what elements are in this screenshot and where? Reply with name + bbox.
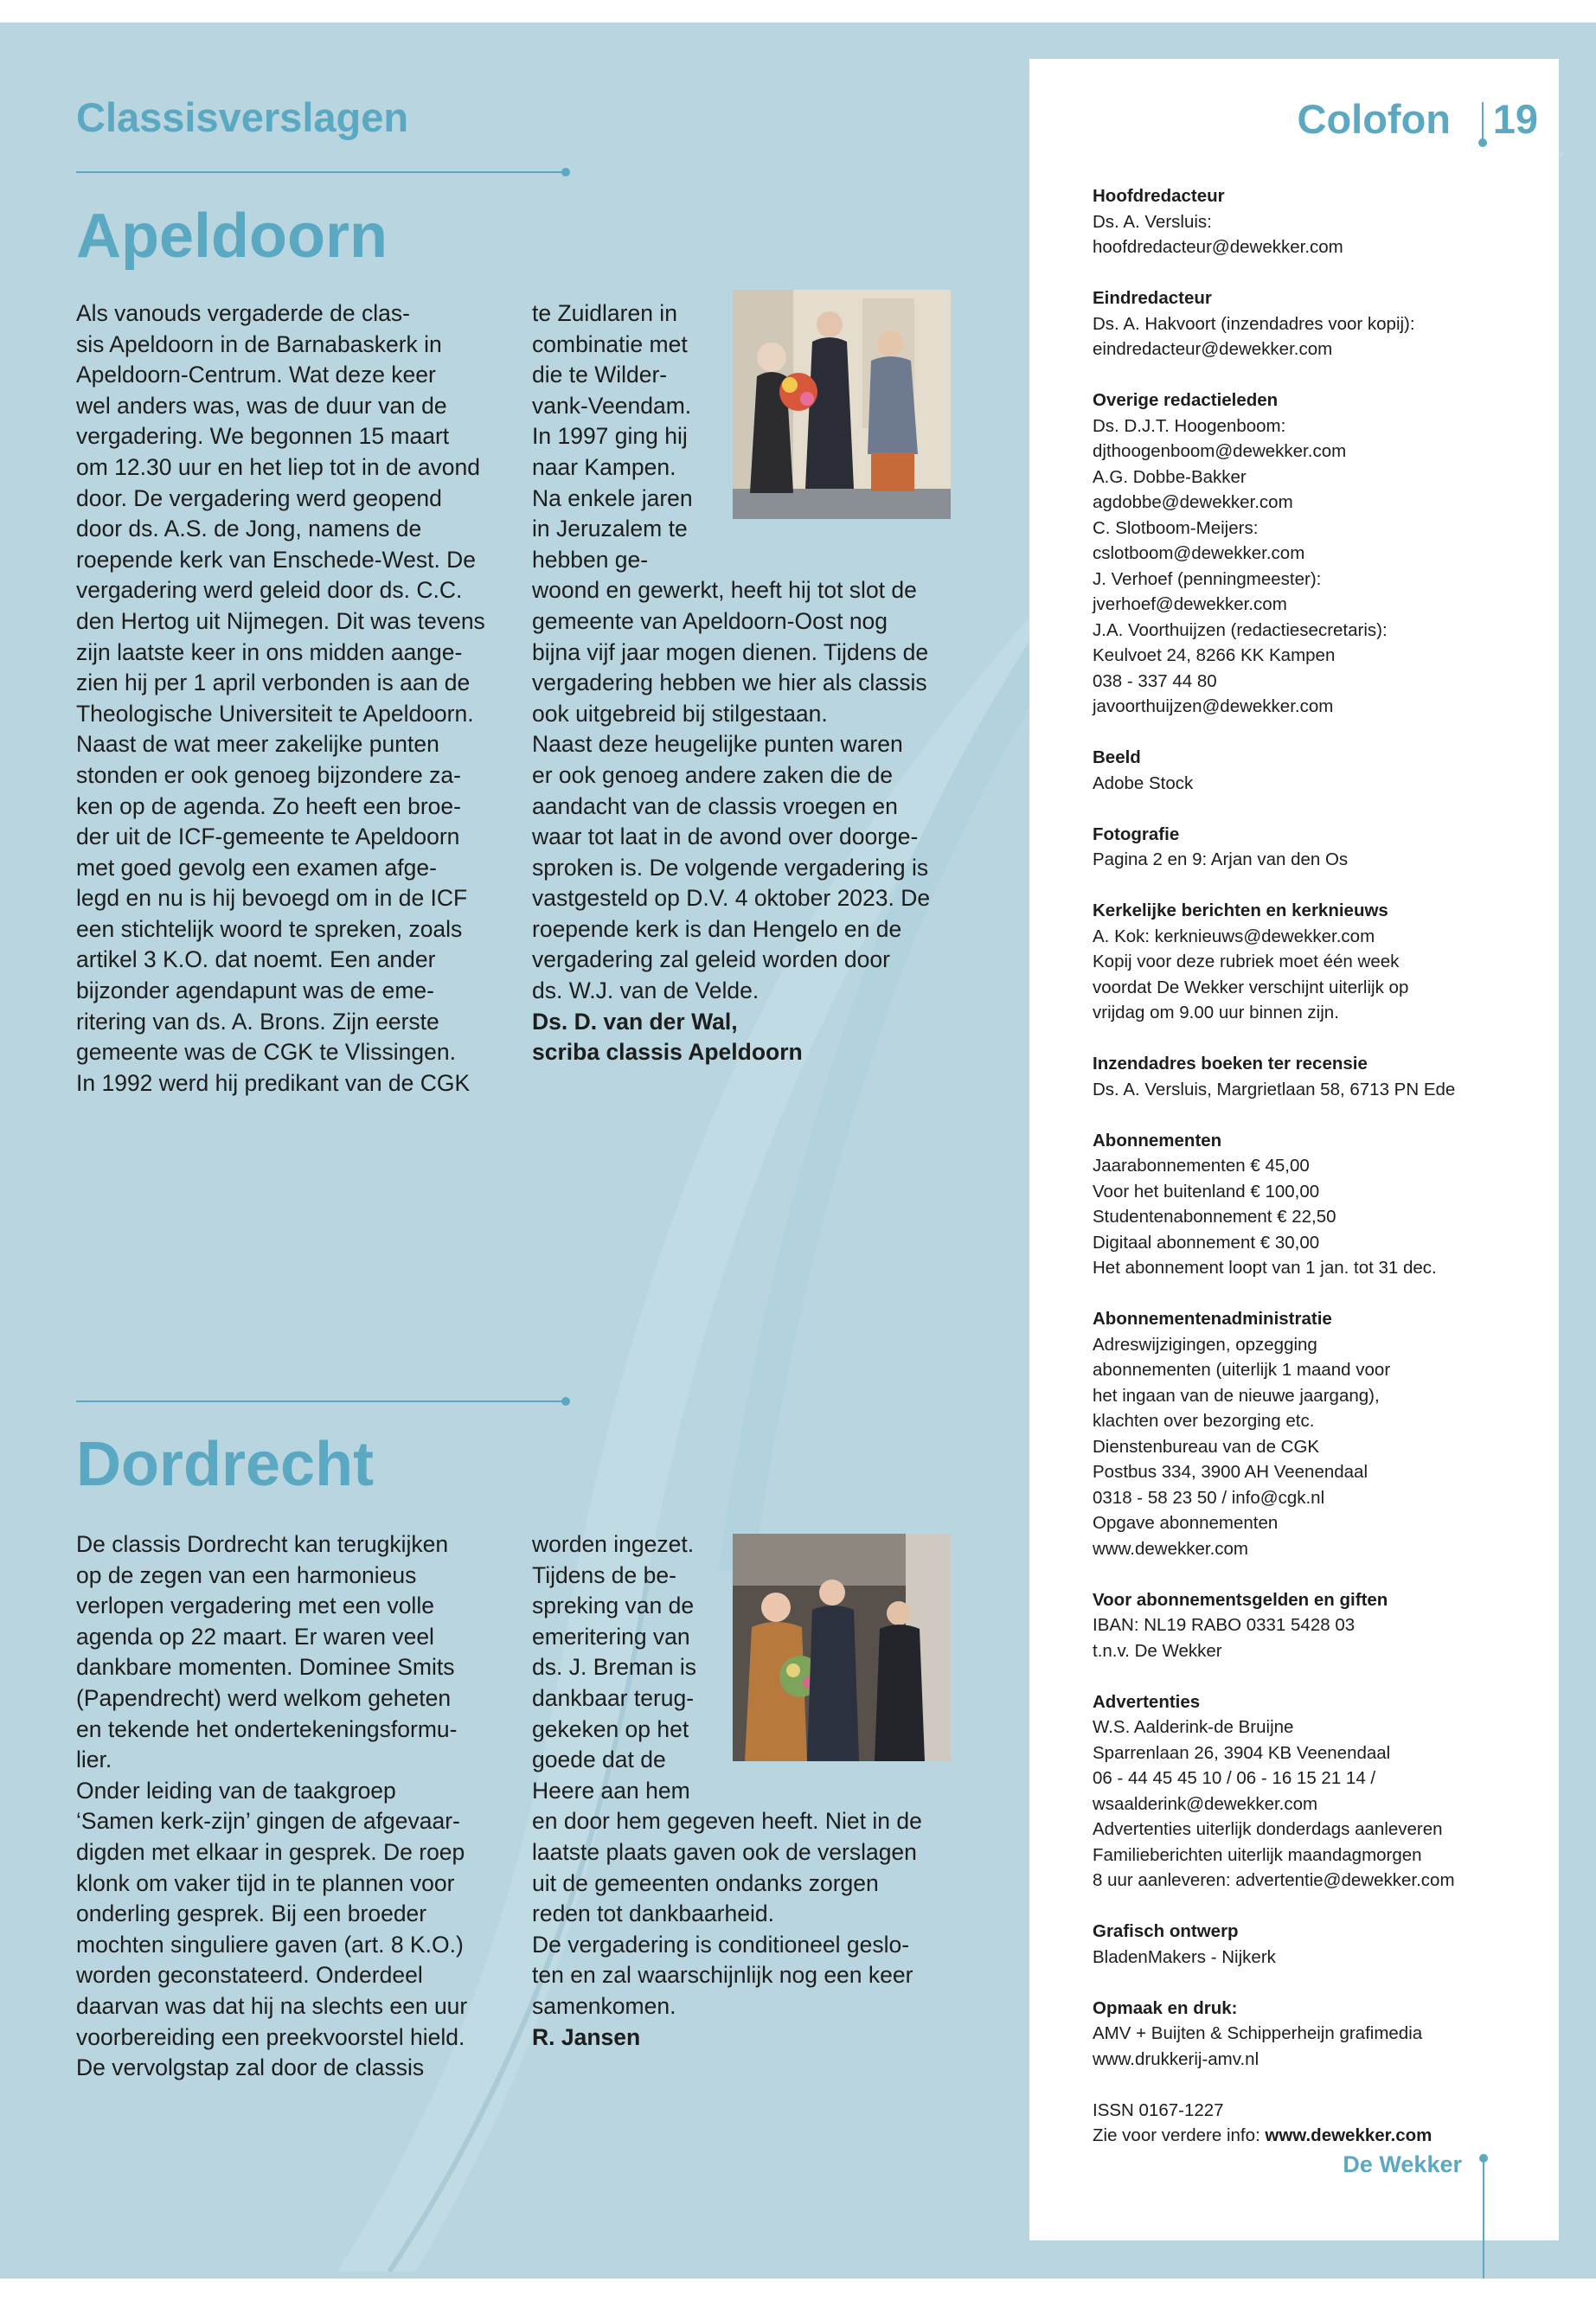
colofon-line: Ds. A. Versluis: [1093, 211, 1212, 232]
colofon-line: W.S. Aalderink-de Bruijne [1093, 1717, 1294, 1737]
colofon-line: Voor het buitenland € 100,00 [1093, 1181, 1320, 1202]
colofon-label: Grafisch ontwerp [1093, 1921, 1239, 1941]
text-line: Apeldoorn-Centrum. Wat deze keer [76, 362, 436, 388]
text-line: klonk om vaker tijd in te plannen voor [76, 1869, 455, 1896]
text-line: spreking van de [532, 1593, 695, 1619]
text-line: artikel 3 K.O. dat noemt. Een ander [76, 946, 436, 973]
text-line: sis Apeldoorn in de Barnabaskerk in [76, 330, 442, 357]
text-line: te Zuidlaren in [532, 300, 677, 326]
text-line: door. De vergadering werd geopend [76, 484, 442, 511]
colofon-label: Beeld [1093, 747, 1141, 767]
colofon-line: Familieberichten uiterlijk maandagmorgen [1093, 1844, 1422, 1865]
text-line: vastgesteld op D.V. 4 oktober 2023. De [532, 885, 931, 912]
dordrecht-column-2 [532, 1529, 956, 2053]
text-line: Heere aan hem [532, 1777, 690, 1804]
colofon-block [1093, 183, 1542, 260]
text-line: vergadering werd geleid door ds. C.C. [76, 577, 463, 604]
colofon-line: wsaalderink@dewekker.com [1093, 1793, 1318, 1814]
signature-line: Ds. D. van der Wal, [532, 1008, 738, 1035]
text-line: wel anders was, was de duur van de [76, 392, 447, 419]
colofon-body [1093, 183, 1542, 2174]
text-line: gekeken op het [532, 1715, 689, 1742]
text-line: zijn laatste keer in ons midden aange- [76, 638, 463, 665]
colofon-line: Studentenabonnement € 22,50 [1093, 1207, 1336, 1227]
apeldoorn-column-1 [76, 298, 509, 1099]
article-title-dordrecht: Dordrecht [76, 1430, 375, 1499]
text-line: dankbare momenten. Dominee Smits [76, 1654, 455, 1681]
colofon-line: www.drukkerij-amv.nl [1093, 2048, 1259, 2069]
text-line: zien hij per 1 april verbonden is aan de [76, 670, 471, 696]
text-line: der uit de ICF-gemeente te Apeldoorn [76, 824, 460, 850]
apeldoorn-text-1 [76, 298, 509, 1099]
colofon-line: 0318 - 58 23 50 / info@cgk.nl [1093, 1487, 1325, 1508]
text-line: agenda op 22 maart. Er waren veel [76, 1623, 434, 1650]
colofon-label: Fotografie [1093, 824, 1180, 844]
text-line: om 12.30 uur en het liep tot in de avond [76, 453, 481, 480]
text-line: Naast deze heugelijke punten waren [532, 731, 903, 758]
text-line: worden ingezet. [532, 1531, 695, 1557]
text-line: ten en zal waarschijnlijk nog een keer [532, 1962, 913, 1989]
text-line: ‘Samen kerk-zijn’ gingen de afgevaar- [76, 1808, 460, 1835]
colofon-label: Overige redactieleden [1093, 390, 1279, 410]
text-line: Onder leiding van de taakgroep [76, 1777, 396, 1804]
colofon-line: 038 - 337 44 80 [1093, 670, 1217, 691]
colofon-line: hoofdredacteur@dewekker.com [1093, 237, 1343, 257]
text-line: er ook genoeg andere zaken die de [532, 761, 893, 788]
text-line: gemeente was de CGK te Vlissingen. [76, 1039, 456, 1066]
article-divider [76, 1400, 566, 1402]
section-divider [76, 171, 566, 173]
colofon-line: Het abonnement loopt van 1 jan. tot 31 dec. [1093, 1258, 1437, 1278]
colofon-line: jverhoef@dewekker.com [1093, 594, 1287, 614]
text-line: vergadering. We begonnen 15 maart [76, 423, 450, 450]
text-line: woond en gewerkt, heeft hij tot slot de [532, 577, 917, 604]
colofon-line: djthoogenboom@dewekker.com [1093, 441, 1347, 461]
text-line: Naast de wat meer zakelijke punten [76, 731, 439, 758]
colofon-line: J. Verhoef (penningmeester): [1093, 568, 1322, 589]
text-line: ds. W.J. van de Velde. [532, 977, 760, 1004]
text-line: aandacht van de classis vroegen en [532, 792, 898, 819]
text-line: samenkomen. [532, 1992, 676, 2019]
colofon-line: Pagina 2 en 9: Arjan van den Os [1093, 849, 1349, 869]
colofon-line: J.A. Voorthuijzen (redactiesecretaris): [1093, 619, 1388, 640]
text-line: en tekende het ondertekeningsformu- [76, 1715, 458, 1742]
text-line: vergadering zal geleid worden door [532, 946, 890, 973]
dordrecht-text-2 [532, 1529, 956, 2022]
colofon-line: Opgave abonnementen [1093, 1513, 1279, 1533]
colofon-line: 06 - 44 45 45 10 / 06 - 16 15 21 14 / [1093, 1768, 1376, 1788]
article-title-apeldoorn: Apeldoorn [76, 202, 388, 271]
colofon-label: Advertenties [1093, 1691, 1201, 1712]
brand-name: De Wekker [1343, 2151, 1462, 2177]
colofon-block [1093, 1128, 1542, 1281]
colofon-block [1093, 745, 1542, 796]
text-line: De vervolgstap zal door de classis [76, 2054, 425, 2081]
text-line: daarvan was dat hij na slechts een uur [76, 1992, 468, 2019]
text-line: in Jeruzalem te [532, 516, 688, 542]
colofon-line: Dienstenbureau van de CGK [1093, 1436, 1320, 1457]
info-prefix: Zie voor verdere info: [1093, 2125, 1266, 2145]
colofon-block [1093, 1919, 1542, 1970]
text-line: goede dat de [532, 1747, 666, 1773]
colofon-block [1093, 2098, 1542, 2149]
text-line: een stichtelijk woord te spreken, zoals [76, 915, 463, 942]
text-line: op de zegen van een harmonieus [76, 1561, 417, 1588]
text-line: ds. J. Breman is [532, 1654, 696, 1681]
text-line: onderling gesprek. Bij een broeder [76, 1900, 427, 1927]
dordrecht-signature [532, 2022, 956, 2054]
text-line: ritering van ds. A. Brons. Zijn eerste [76, 1008, 439, 1035]
text-line: (Papendrecht) werd welkom geheten [76, 1684, 452, 1711]
colofon-line: Adreswijzigingen, opzegging [1093, 1334, 1317, 1355]
apeldoorn-column-2 [532, 298, 956, 1068]
colofon-info [1093, 2123, 1542, 2149]
signature-line: R. Jansen [532, 2023, 641, 2050]
colofon-line: het ingaan van de nieuwe jaargang), [1093, 1385, 1380, 1406]
colofon-label: Abonnementen [1093, 1130, 1222, 1150]
brand-separator [1483, 2157, 1484, 2279]
colofon-label: Abonnementenadministratie [1093, 1309, 1332, 1329]
text-line: Theologische Universiteit te Apeldoorn. [76, 700, 474, 727]
colofon-label: Voor abonnementsgelden en giften [1093, 1589, 1388, 1610]
colofon-line: Ds. D.J.T. Hoogenboom: [1093, 415, 1286, 436]
colofon-block [1093, 388, 1542, 720]
text-line: Tijdens de be- [532, 1561, 676, 1588]
colofon-block [1093, 898, 1542, 1026]
colofon-line: Keulvoet 24, 8266 KK Kampen [1093, 645, 1336, 665]
colofon-line: agdobbe@dewekker.com [1093, 492, 1293, 512]
colofon-block [1093, 822, 1542, 873]
colofon-line: IBAN: NL19 RABO 0331 5428 03 [1093, 1615, 1356, 1635]
apeldoorn-signature [532, 1007, 956, 1068]
colofon-label: Hoofdredacteur [1093, 186, 1225, 206]
colofon-label: Inzendadres boeken ter recensie [1093, 1054, 1368, 1074]
colofon-line: Advertenties uiterlijk donderdags aanleveren [1093, 1819, 1443, 1839]
text-line: worden geconstateerd. Onderdeel [76, 1962, 423, 1989]
text-line: dankbaar terug- [532, 1684, 695, 1711]
text-line: reden tot dankbaarheid. [532, 1900, 774, 1927]
colofon-block [1093, 1689, 1542, 1894]
colofon-line: 8 uur aanleveren: advertentie@dewekker.com [1093, 1870, 1455, 1890]
colofon-line: Ds. A. Hakvoort (inzendadres voor kopij): [1093, 313, 1415, 334]
colofon-line: Adobe Stock [1093, 772, 1194, 793]
text-line: stonden er ook genoeg bijzondere za- [76, 761, 461, 788]
text-line: uit de gemeenten ondanks zorgen [532, 1869, 879, 1896]
colofon-line: A.G. Dobbe-Bakker [1093, 466, 1247, 487]
colofon-line: Jaarabonnementen € 45,00 [1093, 1156, 1310, 1176]
text-line: naar Kampen. [532, 453, 676, 480]
text-line: combinatie met [532, 330, 688, 357]
colofon-line: abonnementen (uiterlijk 1 maand voor [1093, 1360, 1391, 1380]
colofon-line: voordat De Wekker verschijnt uiterlijk op [1093, 977, 1409, 997]
colofon-label: Kerkelijke berichten en kerknieuws [1093, 901, 1388, 920]
text-line: ook uitgebreid bij stilgestaan. [532, 700, 828, 727]
text-line: door ds. A.S. de Jong, namens de [76, 516, 422, 542]
colofon-line: Postbus 334, 3900 AH Veenendaal [1093, 1462, 1368, 1482]
text-line: legd en nu is hij bevoegd om in de ICF [76, 885, 468, 912]
colofon-block [1093, 1587, 1542, 1664]
text-line: den Hertog uit Nijmegen. Dit was tevens [76, 607, 485, 634]
text-line: bijzonder agendapunt was de eme- [76, 977, 434, 1004]
text-line: sproken is. De volgende vergadering is [532, 854, 929, 881]
colofon-line: ISSN 0167-1227 [1093, 2099, 1224, 2120]
colofon-block [1093, 1996, 1542, 2073]
text-line: bijna vijf jaar mogen dienen. Tijdens de [532, 638, 929, 665]
colofon-line: BladenMakers - Nijkerk [1093, 1946, 1276, 1967]
colofon-line: A. Kok: kerknieuws@dewekker.com [1093, 926, 1375, 946]
colofon-line: t.n.v. De Wekker [1093, 1640, 1222, 1661]
section-label: Classisverslagen [76, 94, 409, 140]
dordrecht-text-1 [76, 1529, 509, 2084]
text-line: ken op de agenda. Zo heeft een broe- [76, 792, 461, 819]
title-separator [1482, 102, 1484, 144]
colofon-line: C. Slotboom-Meijers: [1093, 517, 1259, 538]
text-line: waar tot laat in de avond over doorge- [532, 824, 919, 850]
text-line: emeritering van [532, 1623, 690, 1650]
text-line: mochten singuliere gaven (art. 8 K.O.) [76, 1931, 464, 1958]
text-line: In 1992 werd hij predikant van de CGK [76, 1069, 471, 1096]
text-line: hebben ge- [532, 546, 649, 573]
text-line: vergadering hebben we hier als classis [532, 670, 927, 696]
dordrecht-column-1 [76, 1529, 509, 2084]
colofon-line: Digitaal abonnement € 30,00 [1093, 1232, 1320, 1253]
text-line: lier. [76, 1747, 112, 1773]
text-line: die te Wilder- [532, 362, 668, 388]
text-line: De classis Dordrecht kan terugkijken [76, 1531, 449, 1557]
colofon-line: eindredacteur@dewekker.com [1093, 339, 1333, 359]
colofon-panel [1029, 59, 1559, 2240]
colofon-line: Ds. A. Versluis, Margrietlaan 58, 6713 PN Ede [1093, 1079, 1456, 1099]
colofon-line: AMV + Buijten & Schipperheijn grafimedia [1093, 2023, 1423, 2043]
text-line: vank-Veendam. [532, 392, 692, 419]
signature-line: scriba classis Apeldoorn [532, 1039, 803, 1066]
colofon-line: Kopij voor deze rubriek moet één week [1093, 952, 1400, 971]
text-line: voorbereiding een preekvoorstel hield. [76, 2023, 465, 2050]
text-line: laatste plaats gaven ook de verslagen [532, 1838, 917, 1865]
colofon-line: klachten over bezorging etc. [1093, 1411, 1315, 1431]
colofon-line: www.dewekker.com [1093, 1538, 1249, 1559]
colofon-block [1093, 1051, 1542, 1102]
website-link[interactable]: www.dewekker.com [1265, 2125, 1433, 2145]
text-line: verlopen vergadering met een volle [76, 1593, 434, 1619]
text-line: gemeente van Apeldoorn-Oost nog [532, 607, 888, 634]
colofon-line: javoorthuijzen@dewekker.com [1093, 696, 1334, 716]
colofon-title: Colofon [1297, 96, 1451, 142]
text-line: digden met elkaar in gesprek. De roep [76, 1838, 465, 1865]
text-line: Als vanouds vergaderde de clas- [76, 300, 410, 326]
text-line: roepende kerk van Enschede-West. De [76, 546, 477, 573]
text-line: roepende kerk is dan Hengelo en de [532, 915, 902, 942]
colofon-line: Sparrenlaan 26, 3904 KB Veenendaal [1093, 1742, 1391, 1763]
text-line: met goed gevolg een examen afge- [76, 854, 437, 881]
text-line: De vergadering is conditioneel geslo- [532, 1931, 910, 1958]
colofon-block [1093, 1306, 1542, 1561]
page-number: 19 [1492, 96, 1538, 142]
apeldoorn-text-2 [532, 298, 956, 1007]
text-line: Na enkele jaren [532, 484, 693, 511]
colofon-block [1093, 285, 1542, 362]
colofon-line: cslotboom@dewekker.com [1093, 543, 1305, 563]
colofon-label: Opmaak en druk: [1093, 1997, 1238, 2018]
colofon-line: vrijdag om 9.00 uur binnen zijn. [1093, 1003, 1339, 1022]
text-line: In 1997 ging hij [532, 423, 688, 450]
colofon-label: Eindredacteur [1093, 288, 1212, 308]
text-line: en door hem gegeven heeft. Niet in de [532, 1808, 922, 1835]
